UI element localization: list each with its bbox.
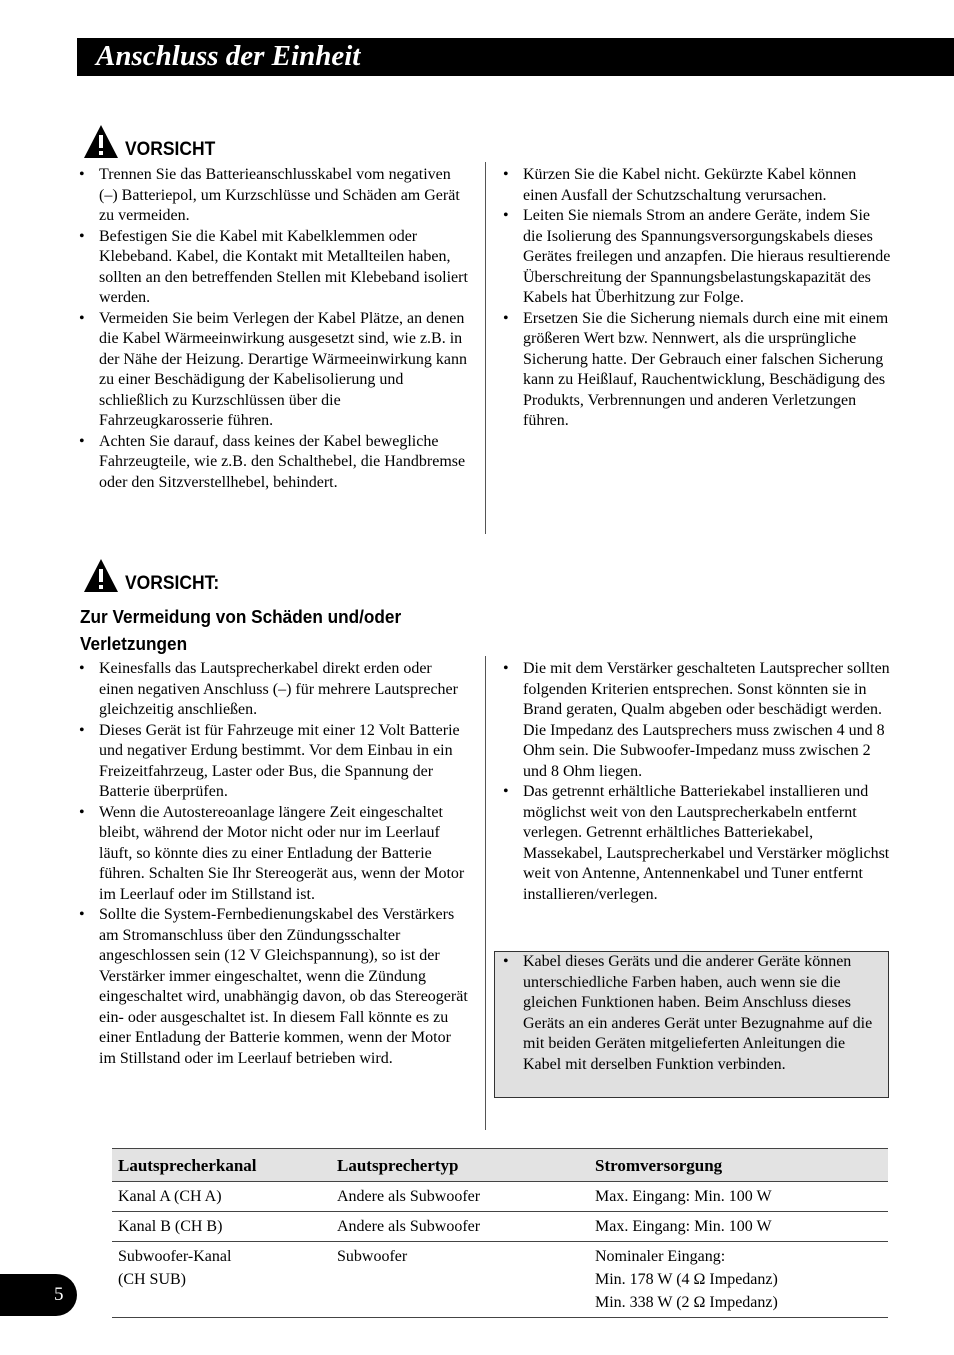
column-header: Lautsprechertyp	[331, 1149, 589, 1182]
list-item: • Dieses Gerät ist für Fahrzeuge mit einer 12 Volt Batterie und negativer Erdung bestimmt. Vor dem Einbau in ein Freizeitfahrzeug, Laster oder Bus, die Spannung der Batterie überprüfen.	[77, 721, 469, 803]
title-bar	[77, 38, 954, 76]
page-title: Anschluss der Einheit	[96, 40, 361, 72]
warning-heading-1	[82, 123, 223, 160]
page-number-tab	[0, 1274, 77, 1316]
table-row	[112, 1182, 888, 1212]
list-item: • Kürzen Sie die Kabel nicht. Gekürzte Kabel können einen Ausfall der Schutzschaltung verursachen.	[501, 165, 893, 206]
table-row	[112, 1212, 888, 1242]
power-cell	[589, 1242, 888, 1318]
warning-label: VORSICHT:	[125, 573, 220, 594]
page-number: 5	[54, 1284, 64, 1305]
channel-cell-line: Kanal B (CH B)	[118, 1218, 223, 1235]
channel-cell	[112, 1242, 331, 1318]
table-header-row	[112, 1149, 888, 1182]
list-item: • Vermeiden Sie beim Verlegen der Kabel Plätze, an denen die Kabel Wärmeeinwirkung ausgesetzt sind, wie z.B. in der Nähe der Heizung. Derartige Wärmeeinwirkung kann zu einer Beschädigung der Kabelisolierung und schließlich zu Kurzschlüssen über die Fahrzeugkarosserie führen.	[77, 309, 469, 432]
warning-triangle-icon	[82, 557, 120, 594]
type-cell: Andere als Subwoofer	[331, 1182, 589, 1212]
power-cell-line: Min. 338 W (2 Ω Impedanz)	[595, 1294, 778, 1311]
column-header: Lautsprecherkanal	[112, 1149, 331, 1182]
power-cell	[589, 1212, 888, 1242]
section1-left-list	[77, 165, 469, 493]
list-item: • Leiten Sie niemals Strom an andere Geräte, indem Sie die Isolierung des Spannungsversorgungskabels dieses Gerätes freilegen und anzapfen. Die hieraus resultierende Überschreitung der Spannungsbelastungskapazität des Kabels hat Überhitzung zur Folge.	[501, 206, 893, 309]
type-cell: Andere als Subwoofer	[331, 1212, 589, 1242]
list-item: • Die mit dem Verstärker geschalteten Lautsprecher sollten folgenden Kriterien entsprechen. Sonst könnten sie in Brand geraten, Qualm abgeben oder beschädigt werden. Die Impedanz des Lautsprechers muss zwischen 4 und 8 Ohm sein. Die Subwoofer-Impedanz muss zwischen 2 und 8 Ohm liegen.	[501, 659, 893, 782]
column-divider	[485, 656, 486, 1130]
warning-heading-2	[82, 557, 227, 594]
list-item: • Wenn die Autostereoanlage längere Zeit eingeschaltet bleibt, während der Motor nicht oder nur im Leerlauf läuft, so könnte dies zu einer Entladung der Batterie führen. Schalten Sie Ihr Stereogerät aus, wenn der Motor im Leerlauf oder im Stillstand ist.	[77, 803, 469, 906]
channel-cell-line: Subwoofer-Kanal	[118, 1248, 232, 1265]
list-item: • Das getrennt erhältliche Batteriekabel installieren und möglichst weit von den Lautsprecherkabeln entfernt verlegen. Getrennt erhältliches Batteriekabel, Massekabel, Lautsprecherkabel und Verstärker möglichst weit von Antenne, Antennenkabel und Tuner entfernt installieren/verlegen.	[501, 782, 893, 905]
section1-right-list	[501, 165, 893, 432]
section-subheading: Zur Vermeidung von Schäden und/oder Verletzungen	[80, 606, 402, 654]
table-row	[112, 1242, 888, 1318]
channel-cell-line: (CH SUB)	[118, 1271, 187, 1288]
warning-label: VORSICHT	[125, 139, 216, 160]
warning-triangle-icon	[82, 123, 120, 160]
power-cell	[589, 1182, 888, 1212]
channel-cell	[112, 1182, 331, 1212]
power-cell-line: Nominaler Eingang:	[595, 1248, 726, 1265]
speaker-spec-table	[112, 1148, 888, 1318]
list-item: • Ersetzen Sie die Sicherung niemals durch eine mit einem größeren Wert bzw. Nennwert, als die ursprüngliche Sicherung hatte. Der Gebrauch einer falschen Sicherung kann zu Heißlauf, Rauchentwicklung, Beschädigung des Produkts, Verbrennungen und anderen Verletzungen führen.	[501, 309, 893, 432]
channel-cell-line: Kanal A (CH A)	[118, 1188, 222, 1205]
list-item: • Befestigen Sie die Kabel mit Kabelklemmen oder Klebeband. Kabel, die Kontakt mit Metallteilen haben, sollten an den betreffenden Stellen mit Klebeband isoliert werden.	[77, 227, 469, 309]
column-divider	[485, 162, 486, 534]
list-item: • Trennen Sie das Batterieanschlusskabel vom negativen (–) Batteriepol, um Kurzschlüsse und Schäden am Gerät zu vermeiden.	[77, 165, 469, 227]
list-item: • Keinesfalls das Lautsprecherkabel direkt erden oder einen negativen Anschluss (–) für mehrere Lautsprecher gleichzeitig anschließen.	[77, 659, 469, 721]
power-cell-line: Max. Eingang: Min. 100 W	[595, 1218, 772, 1235]
section2-left-list	[77, 659, 469, 1069]
column-header: Stromversorgung	[589, 1149, 888, 1182]
power-cell-line: Min. 178 W (4 Ω Impedanz)	[595, 1271, 778, 1288]
list-item: • Sollte die System-Fernbedienungskabel des Verstärkers am Stromanschluss über den Zündungsschalter angeschlossen sein (12 V Gleichspannung), so ist der Verstärker immer eingeschaltet, wenn die Zündung eingeschaltet wird, unabhängig davon, ob das Stereogerät ein- oder ausgeschaltet ist. In diesem Fall könnte es zu einer Entladung der Batterie kommen, wenn der Motor im Stillstand oder im Leerlauf betrieben wird.	[77, 905, 469, 1069]
note-item: • Kabel dieses Geräts und die anderer Geräte können unterschiedliche Farben haben, auch wenn sie die gleichen Funktionen haben. Beim Anschluss dieses Geräts an ein anderes Gerät unter Bezugnahme auf die mit beiden Geräten mitgelieferten Anleitungen die Kabel mit derselben Funktion verbinden.	[501, 952, 877, 1075]
power-cell-line: Max. Eingang: Min. 100 W	[595, 1188, 772, 1205]
note-list	[501, 952, 877, 1075]
type-cell: Subwoofer	[331, 1242, 589, 1318]
channel-cell	[112, 1212, 331, 1242]
list-item: • Achten Sie darauf, dass keines der Kabel bewegliche Fahrzeugteile, wie z.B. den Schalthebel, die Handbremse oder den Sitzverstellhebel, behindert.	[77, 432, 469, 494]
section2-right-list	[501, 659, 893, 905]
